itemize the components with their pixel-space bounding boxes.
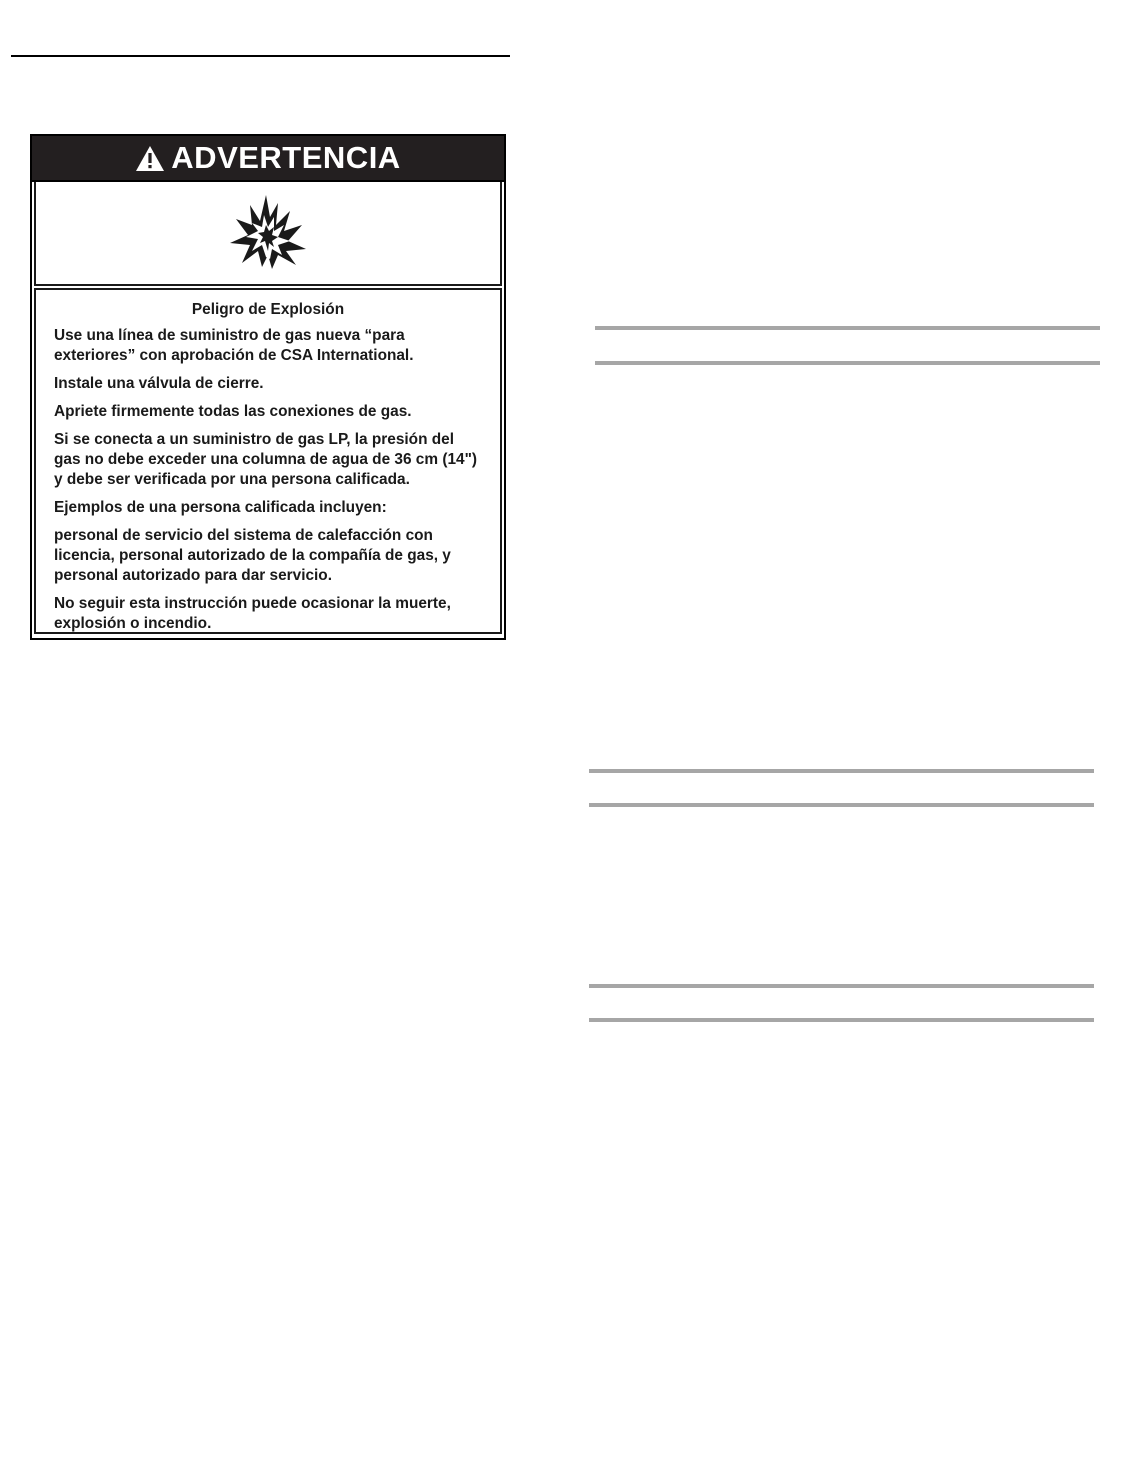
warning-paragraph-7: No seguir esta instrucción puede ocasionar la muerte, explosión o incendio. xyxy=(54,595,451,632)
warning-paragraph-1: Use una línea de suministro de gas nueva “para exteriores” con aprobación de CSA International. xyxy=(54,327,414,364)
signal-word: ADVERTENCIA xyxy=(171,140,401,175)
warning-paragraph-4: Si se conecta a un suministro de gas LP, la presión del gas no debe exceder una columna de agua de 36 cm (14") y debe ser verificada por una persona calificada. xyxy=(54,431,477,488)
section-rule-1-top xyxy=(595,326,1100,330)
explosion-icon xyxy=(228,191,308,276)
section-rule-2-bottom xyxy=(589,803,1094,807)
warning-paragraph-5: Ejemplos de una persona calificada incluyen: xyxy=(54,499,387,516)
section-rule-2-top xyxy=(589,769,1094,773)
warning-label xyxy=(30,134,506,640)
alert-triangle-icon xyxy=(135,145,165,172)
top-divider xyxy=(11,55,510,57)
warning-header xyxy=(32,136,504,182)
warning-paragraph-6: personal de servicio del sistema de calefacción con licencia, personal autorizado de la compañía de gas, y personal autorizado para dar servicio. xyxy=(54,527,451,584)
warning-paragraph-2: Instale una válvula de cierre. xyxy=(54,375,264,392)
section-rule-1-bottom xyxy=(595,361,1100,365)
section-rule-3-bottom xyxy=(589,1018,1094,1022)
warning-paragraph-3: Apriete firmemente todas las conexiones de gas. xyxy=(54,403,412,420)
hazard-title: Peligro de Explosión xyxy=(191,301,345,318)
section-rule-3-top xyxy=(589,984,1094,988)
warning-text-panel xyxy=(34,288,502,634)
pictogram-panel xyxy=(34,182,502,286)
